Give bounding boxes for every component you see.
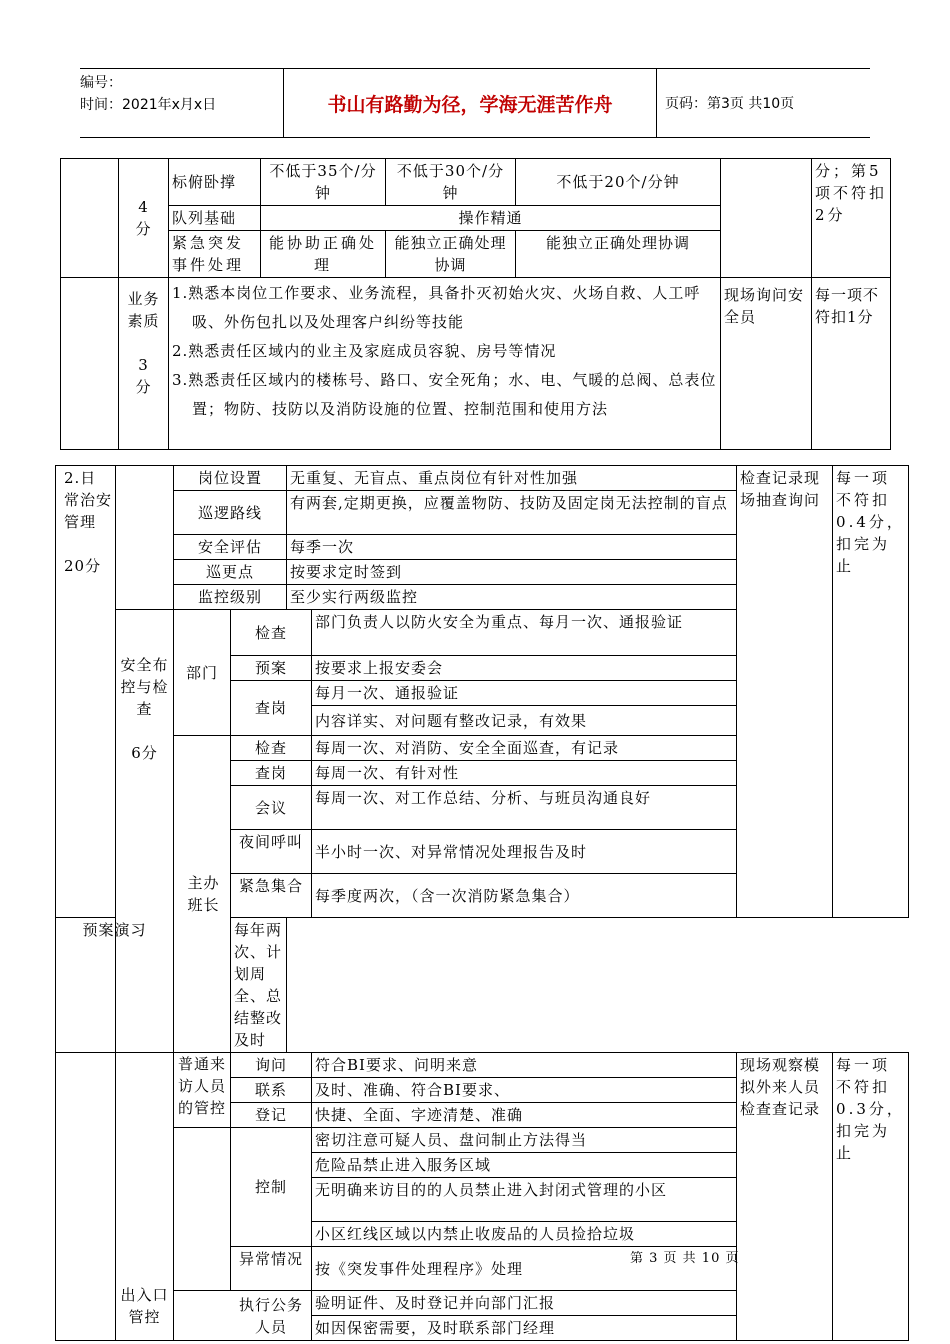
header-page-label: 页码：第3页 共10页: [665, 96, 795, 112]
deduct-rule-c: 每一项不符扣0.3分，扣完为止: [833, 1053, 909, 1341]
pushup-level-a: 不低于35个/分钟: [261, 159, 386, 206]
cell-empty-e: [56, 1053, 116, 1341]
business-item-3: 3.熟悉责任区域内的楼栋号、路口、安全死角；水、电、气暖的总阀、总表位置；物防、技防以及消防设施的位置、控制范围和使用方法: [172, 371, 717, 418]
leader-item-night-call: 夜间呼叫: [231, 830, 312, 874]
official-value-1: 验明证件、及时登记并向部门汇报: [312, 1291, 737, 1316]
dept-post-check-value: 每月一次、通报验证: [312, 681, 737, 706]
emergency-level-c: 能独立正确处理协调: [516, 231, 721, 278]
official-label: 执行公务人员: [174, 1291, 312, 1341]
cell-empty-d: [116, 466, 174, 610]
dept-check-value: 部门负责人以防火安全为重点、每月一次、通报验证: [312, 610, 737, 656]
cell-empty-f: [174, 1128, 231, 1291]
cell-empty-c: [61, 278, 119, 450]
item-patrol-route: 巡逻路线: [174, 491, 287, 535]
dept-item-post-check: 查岗: [231, 681, 312, 736]
item-emergency: 紧急突发事件处理: [169, 231, 261, 278]
header-motto: 书山有路勤为径，学海无涯苦作舟: [283, 69, 657, 137]
leader-item-check: 检查: [231, 736, 312, 761]
leader-drill-value: 每年两次、计划周全、总结整改及时: [231, 918, 287, 1053]
table-skills: [60, 158, 891, 450]
check-method-b: 现场观察模拟外来人员检查查记录: [737, 1053, 833, 1341]
patrol-point-value: 按要求定时签到: [287, 560, 737, 585]
dept-label: 部门: [174, 610, 231, 736]
item-patrol-point: 巡更点: [174, 560, 287, 585]
leader-meeting-value: 每周一次、对工作总结、分析、与班员沟通良好: [312, 786, 737, 830]
leader-night-call-value: 半小时一次、对异常情况处理报告及时: [312, 830, 737, 874]
item-pushup: 标俯卧撑: [169, 159, 261, 206]
leader-post-value: 每周一次、有针对性: [312, 761, 737, 786]
page-footer: 第 3 页 共 10 页: [630, 1251, 740, 1266]
pushup-level-c: 不低于20个/分钟: [516, 159, 721, 206]
doc-time-label: 时间：2021年x月x日: [80, 97, 217, 113]
item-drill: 队列基础: [169, 206, 261, 231]
visitor-control-label: 普通来访人员的管控: [174, 1053, 231, 1128]
visitor-item-contact: 联系: [231, 1078, 312, 1103]
dept-post-check-detail: 内容详实、对问题有整改记录，有效果: [312, 706, 737, 736]
leader-item-meeting: 会议: [231, 786, 312, 830]
leader-item-assembly: 紧急集合: [231, 874, 312, 918]
check-method-a: 检查记录现场抽查询问: [737, 466, 833, 918]
dept-item-plan: 预案: [231, 656, 312, 681]
item-monitor-level: 监控级别: [174, 585, 287, 610]
post-setup-value: 无重复、无盲点、重点岗位有针对性加强: [287, 466, 737, 491]
item-safety-eval: 安全评估: [174, 535, 287, 560]
visitor-contact-value: 及时、准确、符合BI要求、: [312, 1078, 737, 1103]
leader-check-value: 每周一次、对消防、安全全面巡查，有记录: [312, 736, 737, 761]
visitor-register-value: 快捷、全面、字迹清楚、准确: [312, 1103, 737, 1128]
table-security: [55, 465, 909, 1341]
page-header: [80, 68, 870, 138]
control-label: 控制: [231, 1128, 312, 1247]
score-label: 4 分: [119, 159, 169, 278]
drill-value: 操作精通: [261, 206, 721, 231]
control-value-3: 无明确来访目的的人员禁止进入封闭式管理的小区: [312, 1178, 737, 1222]
abnormal-label: 异常情况: [231, 1247, 312, 1291]
cell-empty-b: [721, 159, 812, 278]
access-control-label: 出入口管控: [116, 1053, 174, 1341]
cell-empty-a: [61, 159, 119, 278]
emergency-level-b: 能独立正确处理协调: [386, 231, 516, 278]
visitor-item-register: 登记: [231, 1103, 312, 1128]
abnormal-value: 按《突发事件处理程序》处理: [312, 1247, 737, 1291]
patrol-route-value: 有两套,定期更换，应覆盖物防、技防及固定岗无法控制的盲点: [287, 491, 737, 535]
business-item-1: 1.熟悉本岗位工作要求、业务流程，具备扑灭初始火灾、火场自救、人工呼吸、外伤包扎以及处理客户纠纷等技能: [172, 284, 701, 331]
business-item-2: 2.熟悉责任区域内的业主及家庭成员容貌、房号等情况: [172, 342, 557, 360]
visitor-ask-value: 符合BI要求、问明来意: [312, 1053, 737, 1078]
section-label: 2.日常治安管理 20分: [56, 466, 116, 918]
item-post-setup: 岗位设置: [174, 466, 287, 491]
dept-plan-value: 按要求上报安委会: [312, 656, 737, 681]
deduct-rule-b: 每一项不符扣0.4分，扣完为止: [833, 466, 909, 918]
doc-number-label: 编号：: [80, 75, 122, 91]
dept-item-check: 检查: [231, 610, 312, 656]
emergency-level-a: 能协助正确处理: [261, 231, 386, 278]
safety-control-label: 安全布控与检查 6分: [116, 610, 174, 1053]
business-label: 业务素质 3 分: [119, 278, 169, 450]
pushup-level-b: 不低于30个/分钟: [386, 159, 516, 206]
business-deduct: 每一项不符扣1分: [812, 278, 891, 450]
business-items: [169, 278, 721, 450]
monitor-level-value: 至少实行两级监控: [287, 585, 737, 610]
visitor-item-ask: 询问: [231, 1053, 312, 1078]
control-value-4: 小区红线区域以内禁止收废品的人员捡拾垃圾: [312, 1222, 737, 1247]
control-value-1: 密切注意可疑人员、盘问制止方法得当: [312, 1128, 737, 1153]
deduct-rule-a: 分；第5项不符扣2分: [812, 159, 891, 278]
leader-label: 主办班长: [174, 736, 231, 1053]
control-value-2: 危险品禁止进入服务区域: [312, 1153, 737, 1178]
official-value-2: 如因保密需要，及时联系部门经理: [312, 1316, 737, 1341]
leader-item-drill: 预案演习: [56, 918, 174, 1053]
leader-assembly-value: 每季度两次，（含一次消防紧急集合）: [312, 874, 737, 918]
safety-eval-value: 每季一次: [287, 535, 737, 560]
leader-item-post: 查岗: [231, 761, 312, 786]
header-info: [80, 69, 280, 140]
business-method: 现场询问安全员: [721, 278, 812, 450]
